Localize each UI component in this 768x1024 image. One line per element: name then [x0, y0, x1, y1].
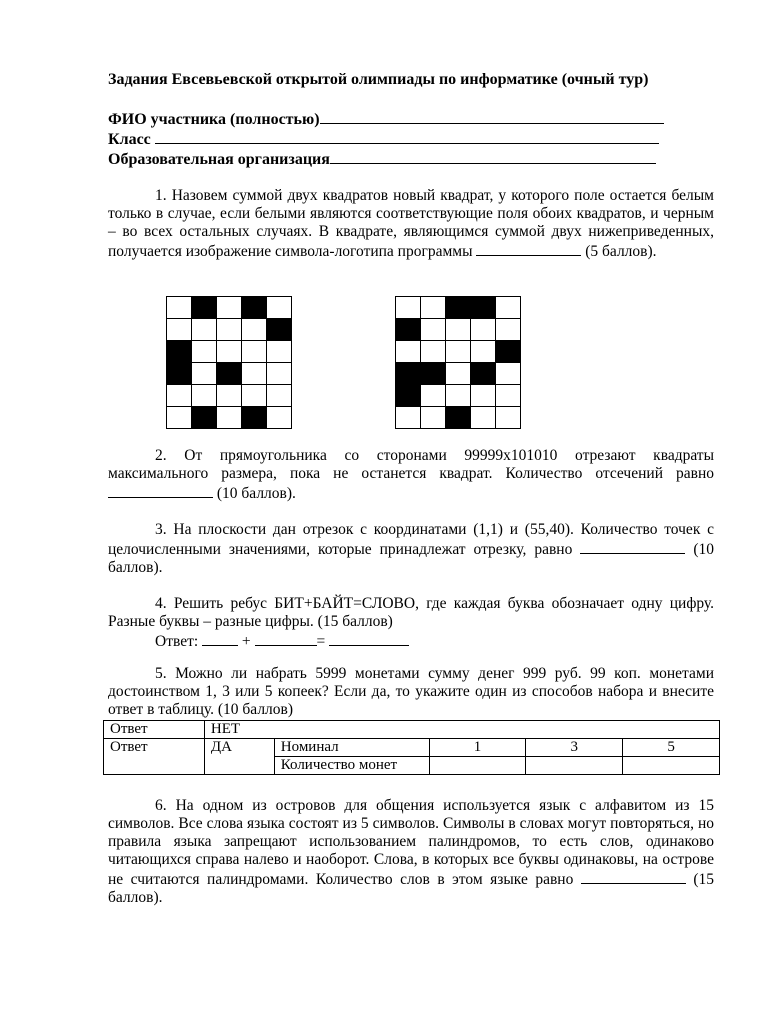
org-blank[interactable]	[330, 149, 656, 164]
grid-cell-white	[267, 363, 292, 385]
grid-cell-white	[267, 341, 292, 363]
task-2	[108, 447, 714, 503]
table-row	[104, 721, 720, 739]
grid-cell-white	[167, 319, 192, 341]
task-1	[108, 187, 714, 261]
task-4-answer-line	[155, 631, 409, 651]
grid-cell-white	[496, 407, 521, 429]
grid-cell-white	[267, 407, 292, 429]
fio-line	[108, 109, 664, 129]
grid-cell-white	[217, 319, 242, 341]
task-3	[108, 521, 714, 577]
grid-cell-white	[396, 341, 421, 363]
grid-cell-white	[496, 363, 521, 385]
table-row	[104, 739, 720, 757]
class-label: Класс	[108, 131, 155, 148]
grid-cell-black	[446, 407, 471, 429]
grid-row	[167, 341, 292, 363]
grid-cell-black	[192, 407, 217, 429]
grid-row	[396, 319, 521, 341]
grid-cell-white	[167, 297, 192, 319]
table-cell-count-label: Количество монет	[274, 757, 429, 775]
grid-cell-white	[471, 341, 496, 363]
table-cell-no[interactable]: НЕТ	[204, 721, 719, 739]
grid-cell-white	[267, 385, 292, 407]
grid-cell-white	[242, 341, 267, 363]
task-4-answer-label: Ответ:	[155, 633, 199, 650]
fio-label: ФИО участника (полностью)	[108, 111, 320, 128]
grid-cell-black	[471, 363, 496, 385]
task-5-answer-table	[103, 720, 720, 775]
grid-cell-white	[192, 363, 217, 385]
grid-cell-white	[242, 363, 267, 385]
task-3-answer-blank[interactable]	[580, 539, 685, 554]
task-5	[108, 665, 714, 719]
grid-row	[396, 363, 521, 385]
grid-cell-white	[471, 407, 496, 429]
org-line	[108, 149, 656, 169]
grid-cell-black	[167, 341, 192, 363]
task-6-answer-blank[interactable]	[581, 869, 686, 884]
table-cell-count-3[interactable]	[526, 757, 623, 775]
grid-cell-white	[421, 319, 446, 341]
task-4	[108, 595, 714, 631]
grid-cell-white	[446, 341, 471, 363]
grid-cell-white	[446, 319, 471, 341]
task-3-points: (10 баллов).	[108, 541, 714, 576]
grid-row	[396, 297, 521, 319]
grid-row	[396, 407, 521, 429]
grid-cell-black	[396, 363, 421, 385]
class-blank[interactable]	[155, 129, 659, 144]
grid-cell-white	[217, 407, 242, 429]
grid-cell-black	[396, 385, 421, 407]
task-1-answer-blank[interactable]	[476, 241, 581, 256]
task-4-blank-2[interactable]	[255, 631, 317, 646]
grid-cell-white	[471, 319, 496, 341]
grid-cell-white	[217, 385, 242, 407]
grid-cell-white	[192, 341, 217, 363]
grid-cell-white	[496, 385, 521, 407]
fio-blank[interactable]	[320, 109, 664, 124]
page-title: Задания Евсевьевской открытой олимпиады по информатике (очный тур)	[108, 71, 649, 88]
grid-cell-white	[167, 385, 192, 407]
grid-cell-white	[421, 385, 446, 407]
task-6-points: (15 баллов).	[108, 871, 715, 906]
table-cell-answer-label: Ответ	[104, 739, 205, 775]
table-cell-yes[interactable]: ДА	[204, 739, 274, 775]
task-4-blank-1[interactable]	[202, 631, 238, 646]
table-cell-nominal-label: Номинал	[274, 739, 429, 757]
task-4-equals: =	[316, 633, 326, 650]
grid-row	[396, 341, 521, 363]
grid-cell-black	[496, 341, 521, 363]
grid-cell-white	[396, 407, 421, 429]
grid-cell-white	[446, 385, 471, 407]
task-5-text: 5. Можно ли набрать 5999 монетами сумму денег 999 руб. 99 коп. монетами достоинством 1, 3 или 5 копеек? Если да, то укажите один из способов набора и внесите ответ в таблицу. (10 баллов)	[108, 665, 714, 718]
grid-cell-black	[421, 363, 446, 385]
grid-cell-white	[496, 319, 521, 341]
grid-row	[396, 385, 521, 407]
task-1-points: (5 баллов).	[585, 243, 657, 260]
task-1-text: 1. Назовем суммой двух квадратов новый квадрат, у которого поле остается белым только в случае, если белыми являются соответствующие поля обоих квадратов, и черным – во всех остальных случаях. В квадрате, являющимся суммой двух нижеприведенных, получается изображение символа-логотипа программы	[108, 187, 714, 260]
grid-cell-white	[192, 319, 217, 341]
grid-cell-white	[471, 385, 496, 407]
grid-cell-black	[192, 297, 217, 319]
grid-cell-white	[242, 319, 267, 341]
table-cell-nominal-1: 1	[429, 739, 526, 757]
grid-cell-white	[421, 407, 446, 429]
table-cell-nominal-5: 5	[623, 739, 720, 757]
grid-cell-black	[471, 297, 496, 319]
grid-cell-white	[421, 297, 446, 319]
grid-cell-black	[167, 363, 192, 385]
grid-right	[395, 296, 521, 429]
grid-cell-white	[421, 341, 446, 363]
grid-row	[167, 363, 292, 385]
task-2-answer-blank[interactable]	[108, 483, 213, 498]
grid-cell-white	[267, 297, 292, 319]
task-4-plus: +	[241, 633, 251, 650]
grid-row	[167, 297, 292, 319]
task-4-text: 4. Решить ребус БИТ+БАЙТ=СЛОВО, где каждая буква обозначает одну цифру. Разные буквы – разные цифры. (15 баллов)	[108, 595, 714, 630]
grid-cell-white	[242, 385, 267, 407]
grid-row	[167, 319, 292, 341]
task-3-text: 3. На плоскости дан отрезок с координатами (1,1) и (55,40). Количество точек с целочисленными значениями, которые принадлежат отрезку, равно	[108, 521, 714, 558]
task-6-text: 6. На одном из островов для общения используется язык с алфавитом из 15 символов. Все слова языка состоят из 5 символов. Символы в словах могут повторяться, но правила языка запрещают использованием палиндромов, то есть слов, одинаково читающихся справа налево и наоборот. Слова, в которых все буквы одинаковы, на острове не считаются палиндромами. Количество слов в этом языке равно	[108, 797, 714, 888]
task-4-blank-3[interactable]	[329, 631, 409, 646]
table-cell-count-5[interactable]	[623, 757, 720, 775]
grid-cell-black	[242, 407, 267, 429]
grid-cell-black	[242, 297, 267, 319]
grid-cell-white	[446, 363, 471, 385]
grid-cell-black	[267, 319, 292, 341]
grid-cell-white	[217, 341, 242, 363]
grid-cell-white	[496, 297, 521, 319]
table-cell-nominal-3: 3	[526, 739, 623, 757]
grid-row	[167, 385, 292, 407]
task-6	[108, 797, 714, 907]
grid-row	[167, 407, 292, 429]
grid-cell-white	[167, 407, 192, 429]
task-2-points: (10 баллов).	[216, 485, 296, 502]
table-cell-count-1[interactable]	[429, 757, 526, 775]
table-cell-answer-label: Ответ	[104, 721, 205, 739]
grid-cell-black	[396, 319, 421, 341]
grid-cell-black	[446, 297, 471, 319]
org-label: Образовательная организация	[108, 151, 330, 168]
task-2-text: 2. От прямоугольника со сторонами 99999x101010 отрезают квадраты максимального размера, пока не останется квадрат. Количество отсечений равно	[108, 447, 714, 482]
grid-left	[166, 296, 292, 429]
grid-cell-white	[192, 385, 217, 407]
grid-cell-black	[217, 363, 242, 385]
grid-cell-white	[396, 297, 421, 319]
grid-cell-white	[217, 297, 242, 319]
class-line	[108, 129, 659, 149]
